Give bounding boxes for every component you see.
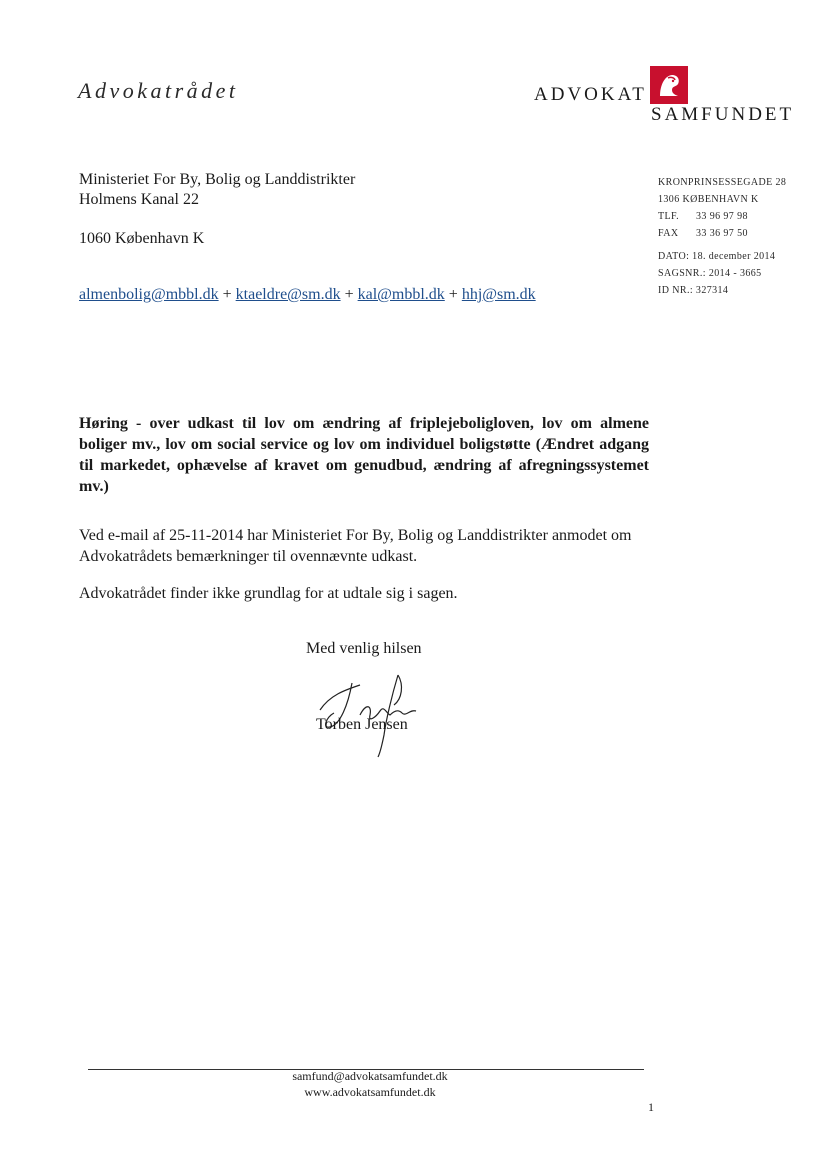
closing-greeting: Med venlig hilsen [306, 640, 422, 657]
id-number: ID NR.: 327314 [658, 285, 729, 296]
letter-date: DATO: 18. december 2014 [658, 251, 776, 262]
fax-number: 33 36 97 50 [696, 228, 748, 239]
sender-postal: 1306 KØBENHAVN K [658, 194, 759, 205]
sender-fax [658, 225, 786, 242]
sender-street: KRONPRINSESSEGADE 28 [658, 177, 787, 188]
phone-number: 33 96 97 98 [696, 211, 748, 222]
recipient-address [79, 170, 355, 210]
email-separator: + [448, 286, 458, 303]
phone-label: TLF. [658, 211, 680, 222]
recipient-emails [79, 286, 536, 304]
email-link-hhj[interactable]: hhj@sm.dk [461, 286, 536, 303]
fax-label: FAX [658, 228, 679, 239]
sender-info-block [658, 174, 786, 299]
body-paragraph-2: Advokatrådet finder ikke grundlag for at udtale sig i sagen. [79, 585, 458, 602]
sender-phone [658, 208, 786, 225]
footer-email: samfund@advokatsamfundet.dk [292, 1069, 448, 1083]
case-number: SAGSNR.: 2014 - 3665 [658, 268, 762, 279]
signer-name: Torben Jensen [316, 716, 408, 733]
recipient-street: Holmens Kanal 22 [79, 191, 199, 208]
advokatsamfundet-logo-icon [650, 66, 688, 104]
logo-text-samfundet: SAMFUNDET [651, 104, 795, 125]
email-link-kal[interactable]: kal@mbbl.dk [357, 286, 445, 303]
body-paragraph-1: Ved e-mail af 25-11-2014 har Ministeriet For By, Bolig og Landdistrikter anmodet om Advokatrådets bemærkninger til ovennævnte udkast. [79, 527, 632, 565]
brand-title: Advokatrådet [78, 78, 239, 103]
footer-website: www.advokatsamfundet.dk [304, 1085, 436, 1099]
recipient-name: Ministeriet For By, Bolig og Landdistrikter [79, 171, 356, 188]
logo-text-advokat: ADVOKAT [534, 84, 647, 105]
email-separator: + [222, 286, 232, 303]
email-link-ktaeldre[interactable]: ktaeldre@sm.dk [235, 286, 341, 303]
recipient-city: 1060 København K [79, 230, 205, 247]
page-number: 1 [648, 1100, 654, 1114]
letter-subject: Høring - over udkast til lov om ændring af friplejeboligloven, lov om almene boliger mv., lov om social service og lov om individuel boligstøtte (Ændret adgang til markedet, ophævelse af kravet om genudbud, ændring af afregningssystemet mv.) [79, 415, 649, 495]
handwritten-signature [300, 665, 440, 760]
email-link-almenbolig[interactable]: almenbolig@mbbl.dk [79, 286, 219, 303]
email-separator: + [344, 286, 354, 303]
